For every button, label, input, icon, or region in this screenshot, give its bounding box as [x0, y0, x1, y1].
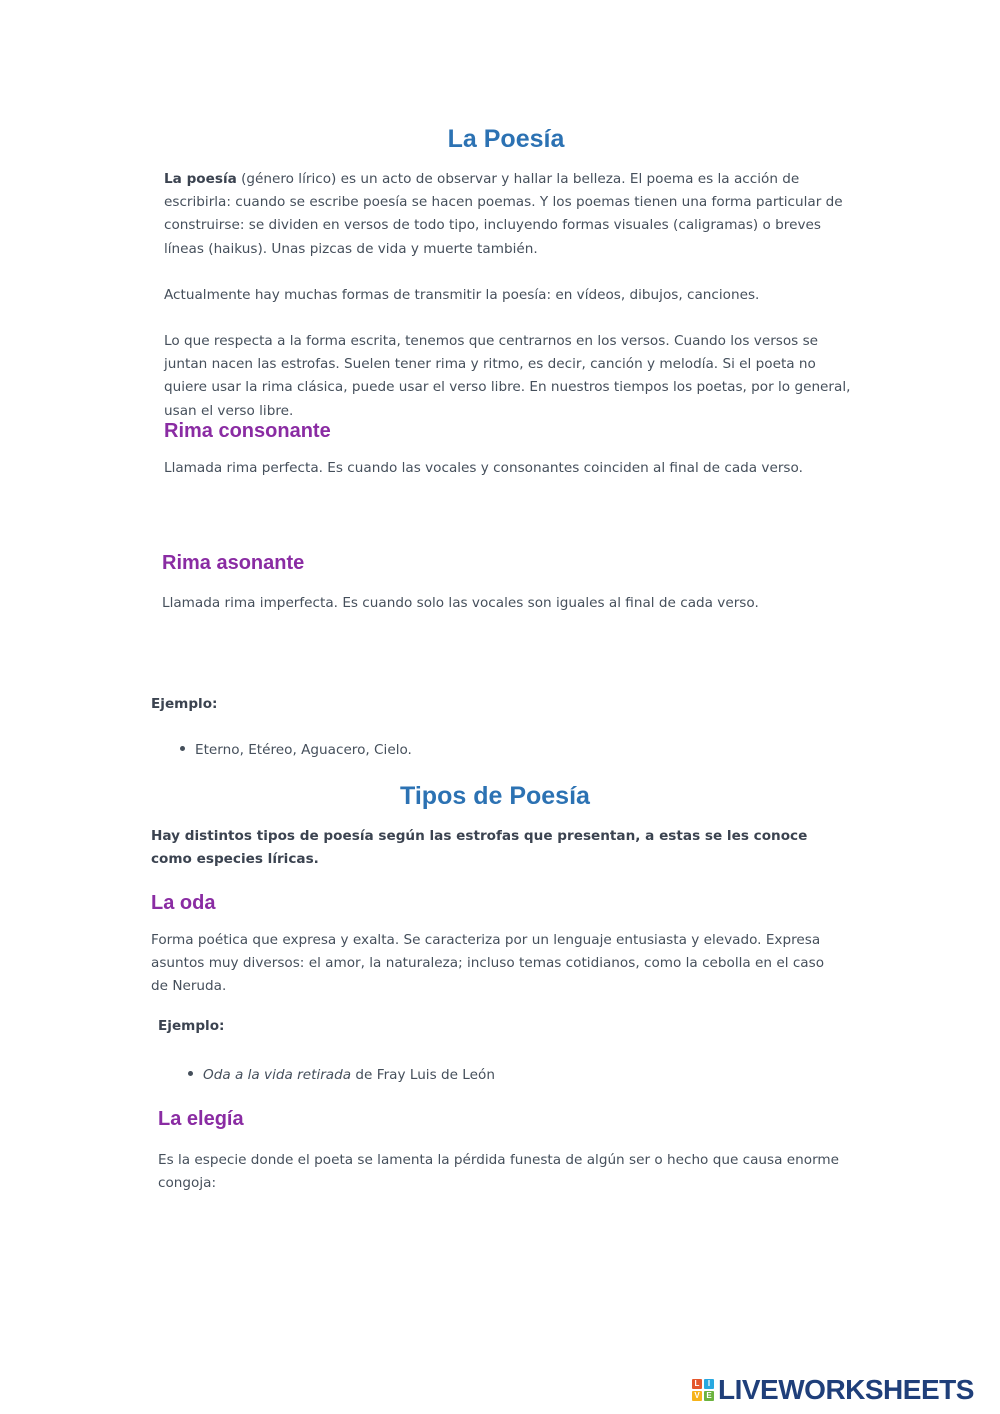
ejemplo-item-2-author: de Fray Luis de León: [351, 1067, 495, 1083]
heading-la-elegia: La elegía: [158, 1108, 244, 1130]
paragraph-forma-escrita: Lo que respecta a la forma escrita, tenemos que centrarnos en los versos. Cuando los versos se juntan nacen las estrofas. Suelen tener rima y ritmo, es decir, canción y melodía. Si el poeta no quiere usar la rima clásica, puede usar el verso libre. En nuestros tiempos los poetas, por lo general, usan el verso libre.: [164, 333, 851, 419]
page-title: La Poesía: [447, 125, 565, 153]
section-title-tipos: Tipos de Poesía: [400, 782, 590, 810]
text-rima-consonante: Llamada rima perfecta. Es cuando las vocales y consonantes coinciden al final de cada verso.: [164, 460, 803, 476]
heading-rima-consonante: Rima consonante: [164, 420, 331, 442]
list-item: [188, 1065, 495, 1085]
logo-letter-i: I: [704, 1379, 714, 1389]
ejemplo-label-2: Ejemplo:: [158, 1018, 225, 1034]
logo-letter-e: E: [704, 1391, 714, 1401]
bullet-icon: [188, 1071, 193, 1076]
text-la-oda: Forma poética que expresa y exalta. Se caracteriza por un lenguaje entusiasta y elevado. Expresa asuntos muy diversos: el amor, la naturaleza; incluso temas cotidianos, como la cebolla en el caso de Neruda.: [151, 932, 825, 995]
paragraph-transmitir: Actualmente hay muchas formas de transmitir la poesía: en vídeos, dibujos, canciones.: [164, 287, 760, 303]
logo-letter-v: V: [692, 1391, 702, 1401]
logo-wordmark: LIVEWORKSHEETS: [718, 1374, 974, 1405]
logo-letter-l: L: [692, 1379, 702, 1389]
ejemplo-label-1: Ejemplo:: [151, 696, 218, 712]
tipos-intro: Hay distintos tipos de poesía según las estrofas que presentan, a estas se les conoce como especies líricas.: [151, 828, 808, 868]
heading-la-oda: La oda: [151, 892, 216, 914]
intro-bold-lead: La poesía: [164, 171, 237, 187]
list-item: [180, 740, 412, 760]
logo-mark-icon: [692, 1379, 714, 1401]
ejemplo-item-2-title: Oda a la vida retirada: [203, 1067, 352, 1083]
ejemplo-item-1: Eterno, Etéreo, Aguacero, Cielo.: [195, 742, 412, 758]
heading-rima-asonante: Rima asonante: [162, 552, 305, 574]
text-rima-asonante: Llamada rima imperfecta. Es cuando solo las vocales son iguales al final de cada verso.: [162, 595, 759, 611]
liveworksheets-logo: [692, 1375, 974, 1405]
intro-paragraph: [164, 168, 854, 261]
intro-text: (género lírico) es un acto de observar y hallar la belleza. El poema es la acción de escribirla: cuando se escribe poesía se hacen poemas. Y los poemas tienen una forma particular de construirse: se dividen en versos de todo tipo, incluyendo formas visuales (caligramas) o breves líneas (haikus). Unas pizcas de vida y muerte también.: [164, 171, 843, 257]
bullet-icon: [180, 746, 185, 751]
text-la-elegia: Es la especie donde el poeta se lamenta la pérdida funesta de algún ser o hecho que causa enorme congoja:: [158, 1152, 840, 1192]
